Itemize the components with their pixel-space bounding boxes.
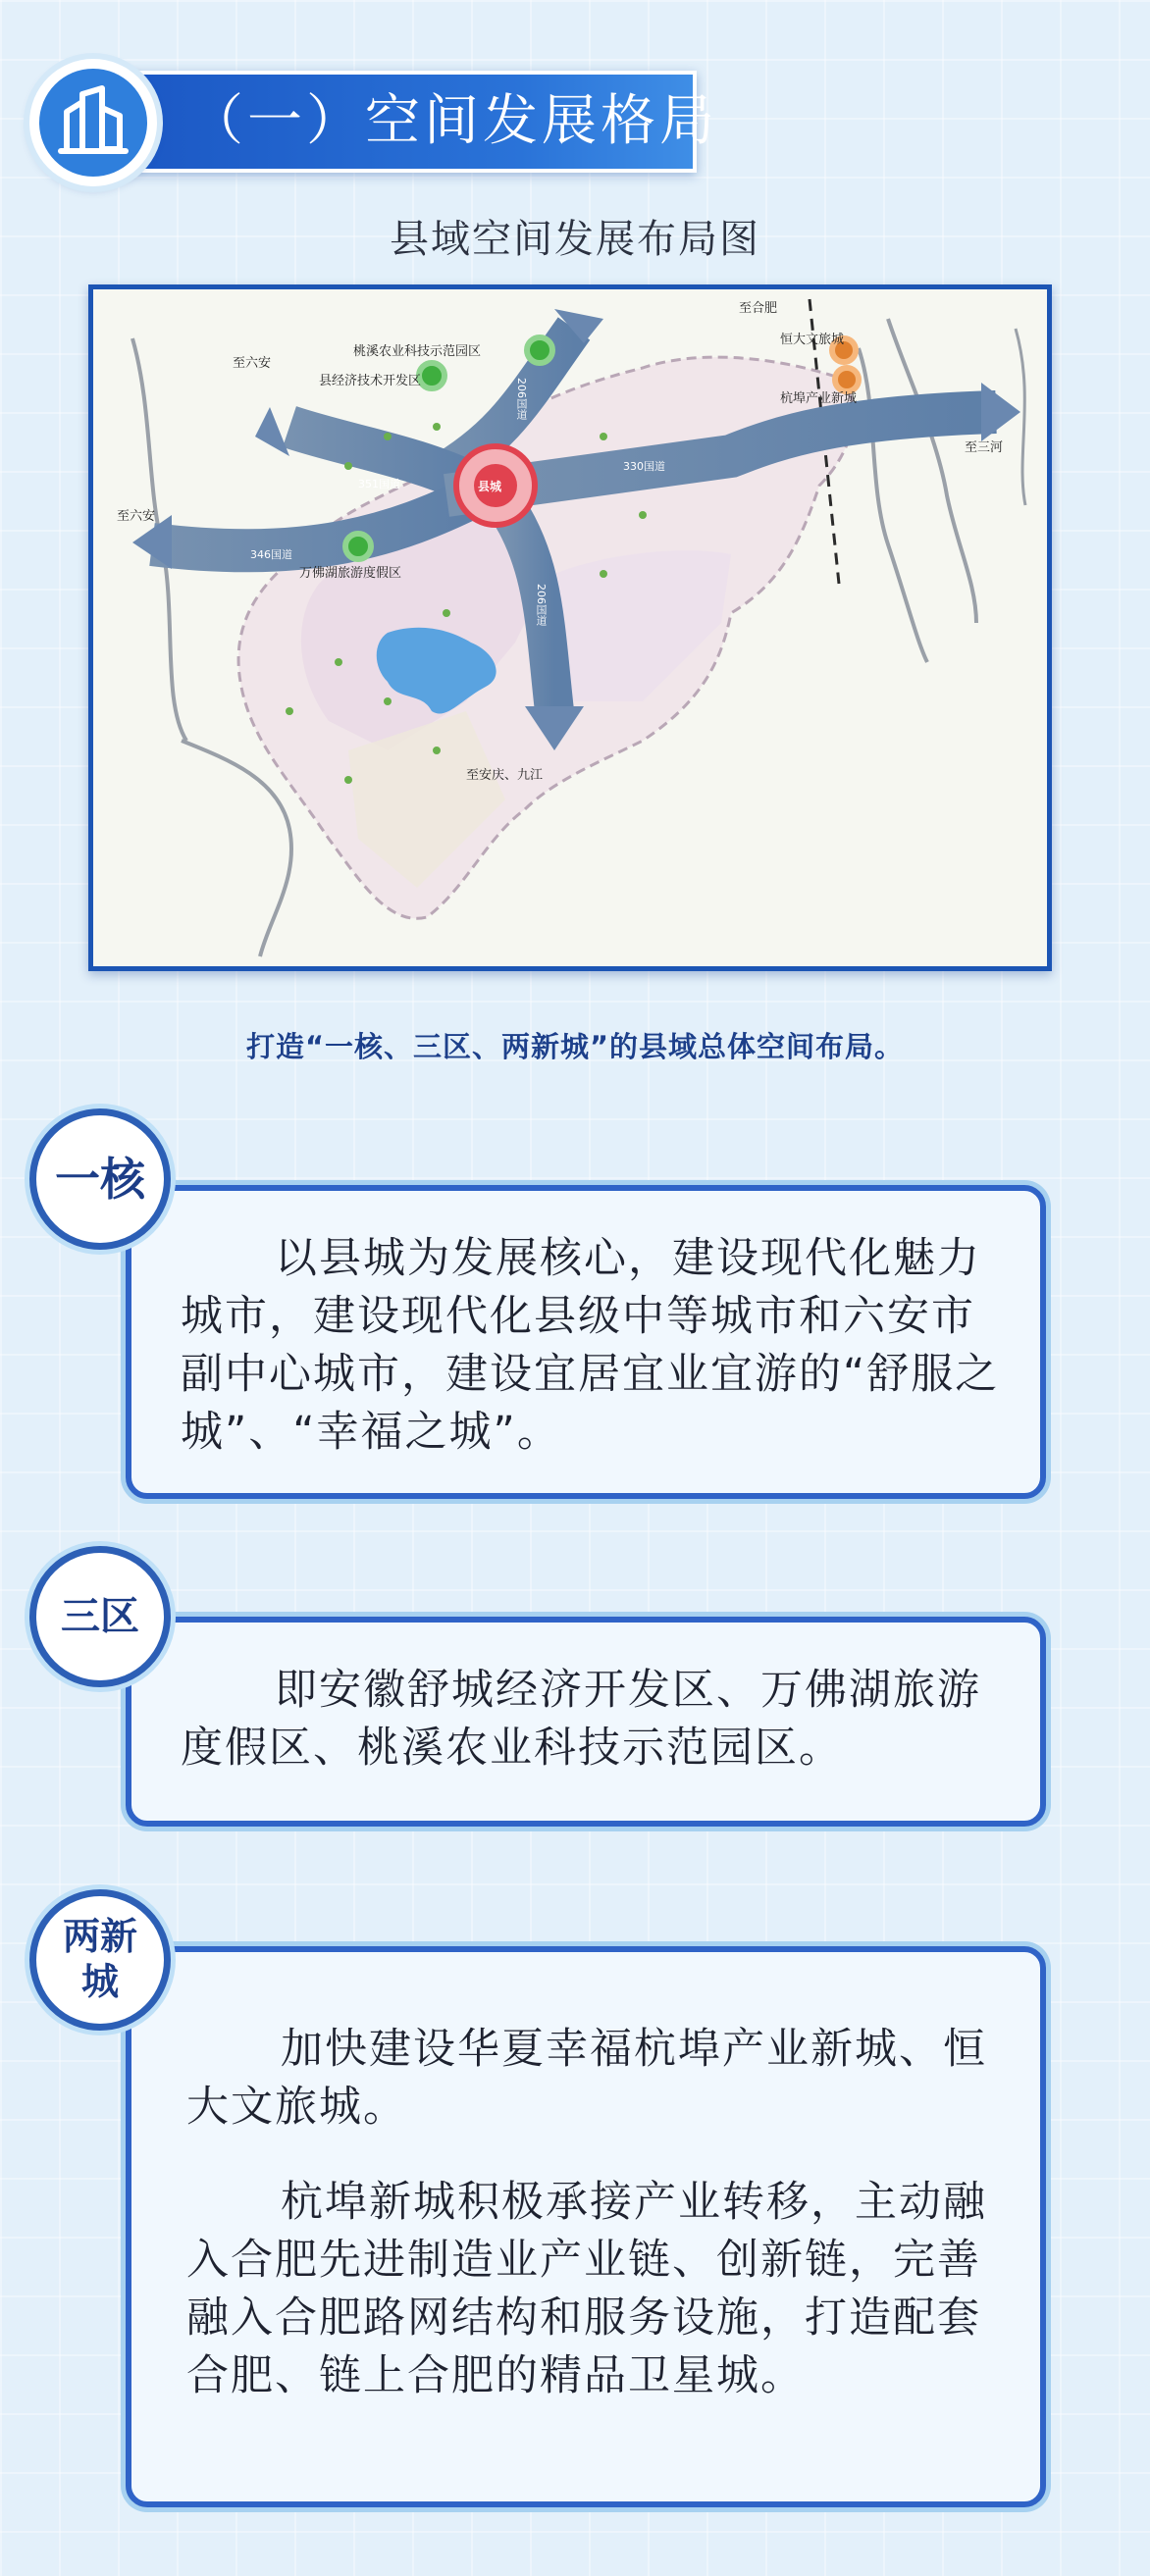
section-title: （一）空间发展格局	[188, 89, 718, 153]
label-to-liuan-left: 至六安	[117, 509, 156, 524]
building-icon	[39, 69, 147, 177]
label-dev-zone: 县经济技术开发区	[319, 374, 422, 388]
county-layout-map	[88, 284, 1052, 971]
badge-three-zones	[29, 1546, 171, 1687]
label-road-206-bottom: 206国道	[535, 584, 548, 626]
card-core	[126, 1185, 1046, 1499]
badge-two-new-cities-line2: 城	[80, 1960, 119, 2003]
label-road-330: 330国道	[623, 460, 665, 473]
badge-core	[29, 1108, 171, 1250]
label-to-anqing: 至安庆、九江	[466, 768, 544, 783]
card-two-new-cities-text-2: 杭埠新城积极承接产业转移，主动融入合肥先进制造业产业链、创新链，完善融入合肥路网结构和服务设施，打造配套合肥、链上合肥的精品卫星城。	[186, 2178, 987, 2400]
card-three-zones	[126, 1617, 1046, 1827]
map-caption: 县域空间发展布局图	[390, 217, 760, 262]
badge-two-new-cities-line1: 两新	[62, 1915, 137, 1958]
label-to-sanhe: 至三河	[965, 440, 1004, 455]
card-two-new-cities	[126, 1946, 1046, 2507]
card-three-zones-text: 即安徽舒城经济开发区、万佛湖旅游度假区、桃溪农业科技示范园区。	[181, 1666, 981, 1773]
card-core-text: 以县城为发展核心，建设现代化魅力城市，建设现代化县级中等城市和六安市副中心城市，建设宜居宜业宜游的“舒服之城”、“幸福之城”。	[181, 1234, 1000, 1457]
header-icon-circle	[29, 59, 157, 186]
badge-core-label: 一核	[55, 1153, 145, 1206]
label-to-hefei: 至合肥	[739, 301, 778, 316]
label-road-206-top: 206国道	[515, 378, 528, 420]
card-two-new-cities-text-1: 加快建设华夏幸福杭埠产业新城、恒大文旅城。	[186, 2025, 987, 2132]
label-county-seat: 县城	[478, 480, 502, 493]
label-to-liuan-top: 至六安	[233, 356, 272, 371]
label-taoxi-park: 桃溪农业科技示范园区	[353, 344, 482, 359]
label-wanfo-lake: 万佛湖旅游度假区	[299, 566, 402, 581]
label-hengda: 恒大文旅城	[780, 333, 845, 347]
label-hangbu: 杭埠产业新城	[780, 391, 858, 406]
badge-two-new-cities	[29, 1889, 171, 2031]
badge-three-zones-label: 三区	[61, 1594, 139, 1639]
layout-summary: 打造“一核、三区、两新城”的县域总体空间布局。	[245, 1030, 905, 1063]
map-graphic	[93, 289, 1047, 966]
label-road-351: 351国道	[358, 478, 400, 490]
section-header-bar	[116, 71, 718, 173]
label-road-346: 346国道	[250, 548, 292, 561]
